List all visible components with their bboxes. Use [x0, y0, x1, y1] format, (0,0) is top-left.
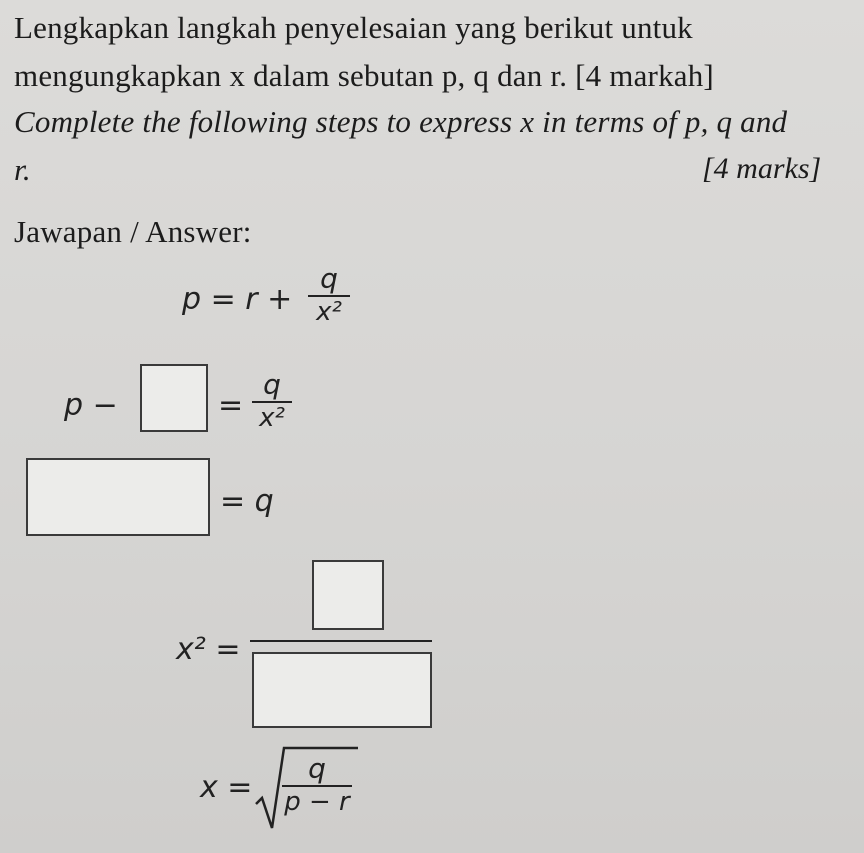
step3-rhs: = q	[220, 484, 274, 519]
answer-label: Jawapan / Answer:	[14, 214, 252, 249]
step1-lhs: p = r +	[182, 282, 293, 317]
step2-lhs: p −	[64, 388, 118, 423]
step4-fraction-bar	[250, 640, 432, 642]
step2-fraction	[250, 368, 294, 433]
marks-label: [4 marks]	[702, 152, 822, 185]
step5-lhs: x =	[200, 770, 253, 805]
step5-fraction	[280, 752, 354, 817]
step2-equals: =	[218, 388, 244, 423]
question-malay-line-2: mengungkapkan x dalam sebutan p, q dan r. [4 markah]	[14, 58, 714, 93]
step5-denominator: p − r	[284, 787, 350, 817]
step2-answer-box[interactable]	[140, 364, 208, 432]
question-english-line-2: r.	[14, 152, 31, 187]
step1-fraction	[306, 262, 352, 327]
step2-numerator: q	[263, 368, 281, 401]
step2-denominator: x²	[259, 403, 285, 433]
step4-numerator-box[interactable]	[312, 560, 384, 630]
step4-lhs: x² =	[176, 632, 241, 667]
step1-denominator: x²	[316, 297, 342, 327]
step4-denominator-box[interactable]	[252, 652, 432, 728]
step3-answer-box[interactable]	[26, 458, 210, 536]
step1-numerator: q	[320, 262, 338, 295]
step5-numerator: q	[308, 752, 326, 785]
question-malay-line-1: Lengkapkan langkah penyelesaian yang berikut untuk	[14, 10, 693, 45]
question-english-line-1: Complete the following steps to express x in terms of p, q and	[14, 104, 788, 139]
